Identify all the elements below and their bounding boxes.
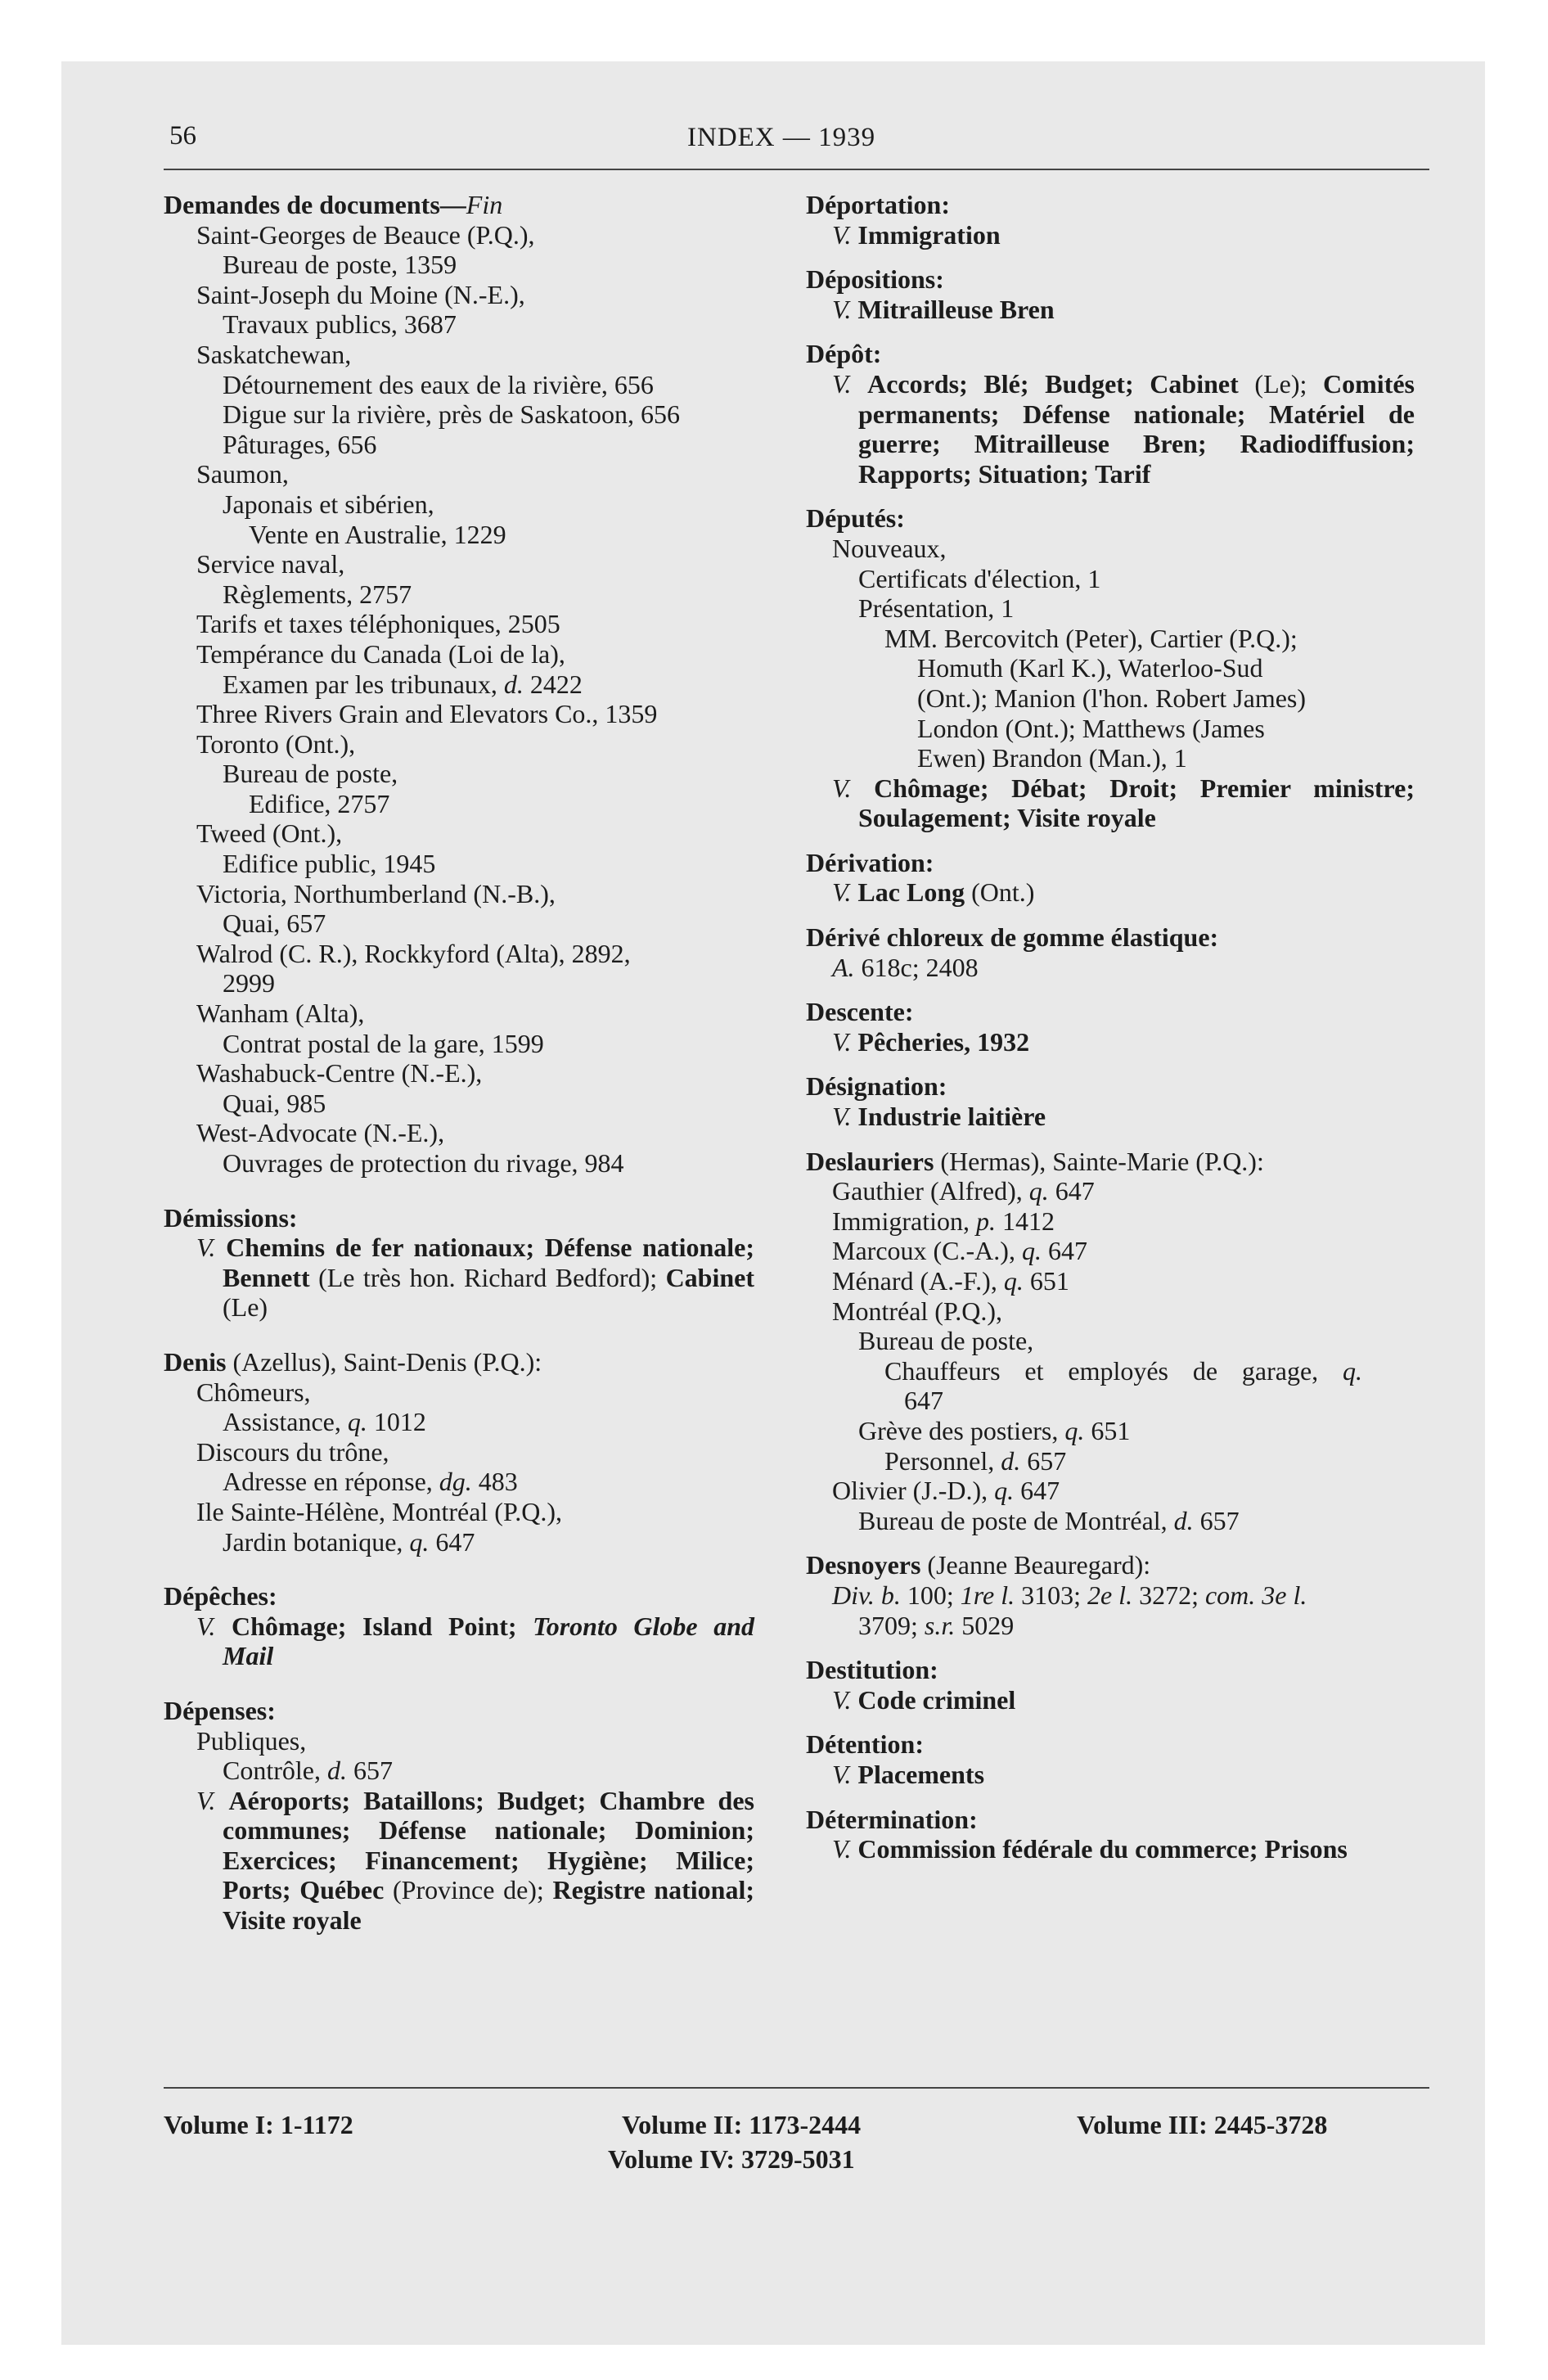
- index-line: Adresse en réponse, dg. 483: [223, 1467, 518, 1497]
- index-line: Bureau de poste, 1359: [223, 250, 457, 280]
- entry-heading: Descente:: [806, 997, 914, 1027]
- entry-depot: [806, 339, 1428, 489]
- entry-heading: Denis (Azellus), Saint-Denis (P.Q.):: [164, 1346, 542, 1377]
- index-line: Tweed (Ont.),: [196, 818, 343, 849]
- index-line: Japonais et sibérien,: [223, 489, 434, 519]
- volume-3: Volume III: 2445-3728: [1077, 2110, 1328, 2139]
- index-line: Personnel, d. 657: [884, 1445, 1067, 1476]
- see-references: V. Commission fédérale du commerce; Prisons: [832, 1834, 1348, 1864]
- entry-demandes-de-documents: [164, 190, 773, 1179]
- footer-rule: [164, 2087, 1429, 2089]
- volume-2: Volume II: 1173-2444: [622, 2110, 862, 2139]
- index-line: Contrôle, d. 657: [223, 1756, 393, 1786]
- index-line: Ile Sainte-Hélène, Montréal (P.Q.),: [196, 1496, 562, 1526]
- index-line: Edifice, 2757: [249, 788, 390, 818]
- index-line: Ouvrages de protection du rivage, 984: [223, 1148, 624, 1178]
- index-line: MM. Bercovitch (Peter), Cartier (P.Q.);: [884, 623, 1298, 653]
- index-line: Pâturages, 656: [223, 429, 377, 459]
- index-line: Ewen) Brandon (Man.), 1: [917, 743, 1187, 773]
- index-line: Publiques,: [196, 1725, 307, 1756]
- entry-denis: [164, 1347, 773, 1557]
- index-line: Contrat postal de la gare, 1599: [223, 1028, 544, 1058]
- index-line: Quai, 985: [223, 1088, 326, 1118]
- index-line: Règlements, 2757: [223, 579, 412, 609]
- entry-depositions: [806, 264, 1428, 324]
- index-line: Assistance, q. 1012: [223, 1407, 426, 1437]
- volume-4: Volume IV: 3729-5031: [608, 2144, 855, 2174]
- right-column: [806, 190, 1428, 1864]
- index-line: Homuth (Karl K.), Waterloo-Sud: [917, 653, 1263, 683]
- entry-deslauriers: [806, 1147, 1428, 1536]
- index-line: Bureau de poste,: [858, 1326, 1034, 1356]
- index-line: West-Advocate (N.-E.),: [196, 1118, 445, 1148]
- index-line: Ménard (A.-F.), q. 651: [832, 1266, 1069, 1296]
- entry-derivation: [806, 848, 1428, 908]
- entry-determination: [806, 1805, 1428, 1864]
- entry-heading: Dépenses:: [164, 1695, 276, 1725]
- header-rule: [164, 169, 1429, 170]
- left-column: [164, 190, 773, 1936]
- index-line: Wanham (Alta),: [196, 998, 365, 1029]
- index-line: Immigration, p. 1412: [832, 1206, 1055, 1236]
- entry-depeches: [164, 1581, 773, 1671]
- entry-heading: Desnoyers (Jeanne Beauregard):: [806, 1550, 1151, 1580]
- entry-derive-chloreux: [806, 922, 1428, 982]
- entry-heading: Destitution:: [806, 1655, 938, 1685]
- page-number: 56: [169, 121, 196, 151]
- index-line: 3709; s.r. 5029: [858, 1610, 1015, 1640]
- entry-heading: Détention:: [806, 1729, 924, 1760]
- entry-deputes: [806, 503, 1428, 833]
- index-line: Div. b. 100; 1re l. 3103; 2e l. 3272; com. 3e l.: [832, 1580, 1307, 1610]
- index-line: Quai, 657: [223, 908, 326, 939]
- see-references: V. Aéroports; Bataillons; Budget; Chambre des communes; Défense nationale; Dominion; Exercices; Financement; Hygiène; Milice; Ports; Québec (Province de); Registre national; Visite royale: [196, 1785, 755, 1936]
- index-line: Jardin botanique, q. 647: [223, 1526, 475, 1557]
- index-line: Marcoux (C.-A.), q. 647: [832, 1236, 1087, 1266]
- index-line: Bureau de poste,: [223, 759, 398, 789]
- see-references: V. Chômage; Débat; Droit; Premier ministre; Soulagement; Visite royale: [832, 773, 1415, 833]
- index-line: Chauffeurs et employés de garage, q.: [884, 1355, 1363, 1386]
- entry-heading: Dépôt:: [806, 339, 882, 369]
- index-line: Olivier (J.-D.), q. 647: [832, 1476, 1060, 1506]
- volume-1: Volume I: 1-1172: [164, 2110, 353, 2139]
- index-line: Examen par les tribunaux, d. 2422: [223, 669, 583, 699]
- index-line: Gauthier (Alfred), q. 647: [832, 1176, 1095, 1206]
- entry-heading: Dérivation:: [806, 847, 934, 877]
- index-line: Grève des postiers, q. 651: [858, 1415, 1131, 1445]
- index-line: Victoria, Northumberland (N.-B.),: [196, 878, 556, 908]
- entry-heading: Deslauriers (Hermas), Sainte-Marie (P.Q.):: [806, 1146, 1264, 1176]
- index-line: Three Rivers Grain and Elevators Co., 1359: [196, 699, 658, 729]
- index-line: Chômeurs,: [196, 1377, 311, 1407]
- index-line: Saint-Joseph du Moine (N.-E.),: [196, 279, 525, 309]
- index-line: Digue sur la rivière, près de Saskatoon, 656: [223, 399, 680, 430]
- see-references: V. Pêcheries, 1932: [832, 1026, 1030, 1057]
- entry-heading: Députés:: [806, 503, 905, 534]
- index-line: 2999: [223, 968, 275, 998]
- index-line: Saumon,: [196, 459, 289, 489]
- entry-heading: Désignation:: [806, 1071, 947, 1102]
- index-line: Certificats d'élection, 1: [858, 563, 1101, 593]
- see-references: V. Placements: [832, 1759, 985, 1789]
- index-line: Présentation, 1: [858, 593, 1015, 624]
- index-line: Saint-Georges de Beauce (P.Q.),: [196, 219, 535, 250]
- index-line: Saskatchewan,: [196, 339, 352, 369]
- entry-desnoyers: [806, 1550, 1428, 1640]
- see-references: V. Code criminel: [832, 1684, 1016, 1715]
- index-line: Nouveaux,: [832, 533, 947, 563]
- index-line: Tempérance du Canada (Loi de la),: [196, 638, 565, 669]
- index-line: Travaux publics, 3687: [223, 309, 457, 340]
- entry-heading: Dépêches:: [164, 1581, 277, 1611]
- index-line: Service naval,: [196, 549, 345, 579]
- see-references: V. Chômage; Island Point; Toronto Globe and Mail: [196, 1611, 754, 1671]
- entry-heading: Dépositions:: [806, 264, 944, 295]
- see-references: V. Mitrailleuse Bren: [832, 294, 1055, 324]
- index-line: Détournement des eaux de la rivière, 656: [223, 369, 654, 399]
- entry-destitution: [806, 1655, 1428, 1715]
- index-line: Bureau de poste de Montréal, d. 657: [858, 1505, 1240, 1535]
- index-line: Montréal (P.Q.),: [832, 1296, 1002, 1326]
- see-references: V. Immigration: [832, 219, 1001, 250]
- index-line: Washabuck-Centre (N.-E.),: [196, 1058, 483, 1089]
- see-references: V. Industrie laitière: [832, 1102, 1046, 1132]
- index-line: 647: [904, 1386, 943, 1416]
- running-head: INDEX — 1939: [687, 123, 876, 152]
- entry-demissions: [164, 1203, 773, 1323]
- entry-descente: [806, 997, 1428, 1057]
- index-line: Edifice public, 1945: [223, 849, 436, 879]
- entry-heading: Détermination:: [806, 1804, 978, 1834]
- see-references: V. Accords; Blé; Budget; Cabinet (Le); Comités permanents; Défense nationale; Matériel de guerre; Mitrailleuse Bren; Radiodiffusion; Rapports; Situation; Tarif: [832, 368, 1415, 489]
- entry-heading: Dérivé chloreux de gomme élastique:: [806, 922, 1219, 953]
- index-line: Tarifs et taxes téléphoniques, 2505: [196, 609, 560, 639]
- index-line: A. 618c; 2408: [832, 952, 979, 982]
- index-line: Walrod (C. R.), Rockkyford (Alta), 2892,: [196, 938, 631, 968]
- entry-heading: Déportation:: [806, 190, 950, 219]
- entry-designation: [806, 1071, 1428, 1131]
- entry-heading: Demandes de documents—Fin: [164, 190, 503, 219]
- see-references: V. Chemins de fer nationaux; Défense nationale; Bennett (Le très hon. Richard Bedford); Cabinet (Le): [196, 1233, 755, 1323]
- entry-deportation: [806, 190, 1428, 250]
- index-line: London (Ont.); Matthews (James: [917, 713, 1265, 743]
- entry-detention: [806, 1729, 1428, 1789]
- entry-heading: Démissions:: [164, 1202, 298, 1233]
- index-line: (Ont.); Manion (l'hon. Robert James): [917, 683, 1307, 713]
- entry-depenses: [164, 1696, 773, 1936]
- index-line: Vente en Australie, 1229: [249, 519, 506, 549]
- index-line: Discours du trône,: [196, 1436, 389, 1467]
- see-references: V. Lac Long (Ont.): [832, 877, 1035, 908]
- index-line: Toronto (Ont.),: [196, 728, 356, 759]
